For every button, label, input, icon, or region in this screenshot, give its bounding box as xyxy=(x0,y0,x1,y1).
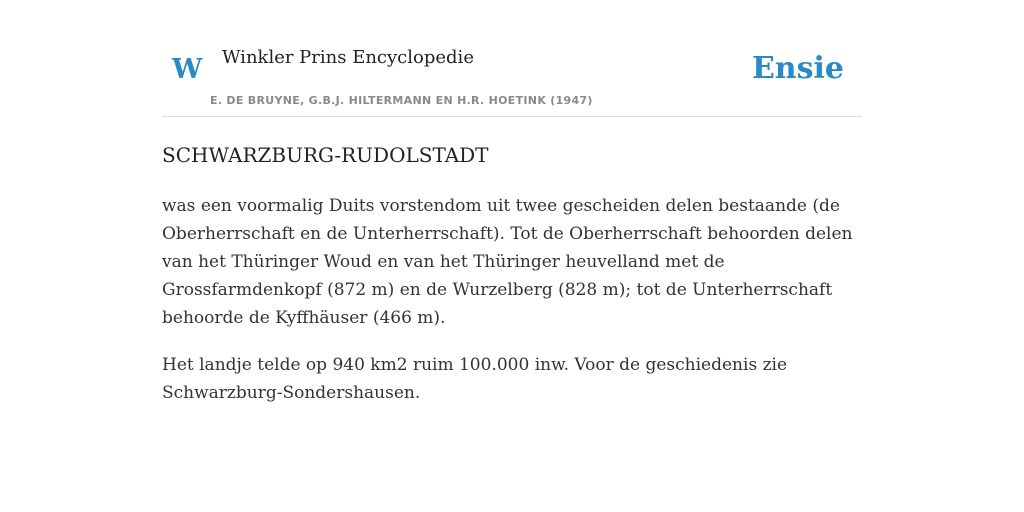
article-headword: SCHWARZBURG-RUDOLSTADT xyxy=(162,143,489,167)
ensie-logo[interactable]: Ensie xyxy=(751,51,844,86)
encyclopedia-authors: E. DE BRUYNE, G.B.J. HILTERMANN EN H.R. HOETINK (1947) xyxy=(210,94,593,107)
article-paragraph: Het landje telde op 940 km2 ruim 100.000 inw. Voor de geschiedenis zie Schwarzburg-Sondershausen. xyxy=(162,355,788,403)
article-body xyxy=(162,192,862,426)
encyclopedia-header xyxy=(162,0,862,117)
article-paragraph: was een voormalig Duits vorstendom uit twee gescheiden delen bestaande (de Oberherrschaft en de Unterherrschaft). Tot de Oberherrschaft behoorden delen van het Thüringer Woud en van het Thüringer heuvelland met de Grossfarmdenkopf (872 m) en de Wurzelberg (828 m); tot de Unterherrschaft behoorde de Kyffhäuser (466 m). xyxy=(162,196,853,328)
winkler-prins-logo[interactable]: W xyxy=(172,54,203,85)
encyclopedia-title[interactable]: Winkler Prins Encyclopedie xyxy=(222,47,474,68)
